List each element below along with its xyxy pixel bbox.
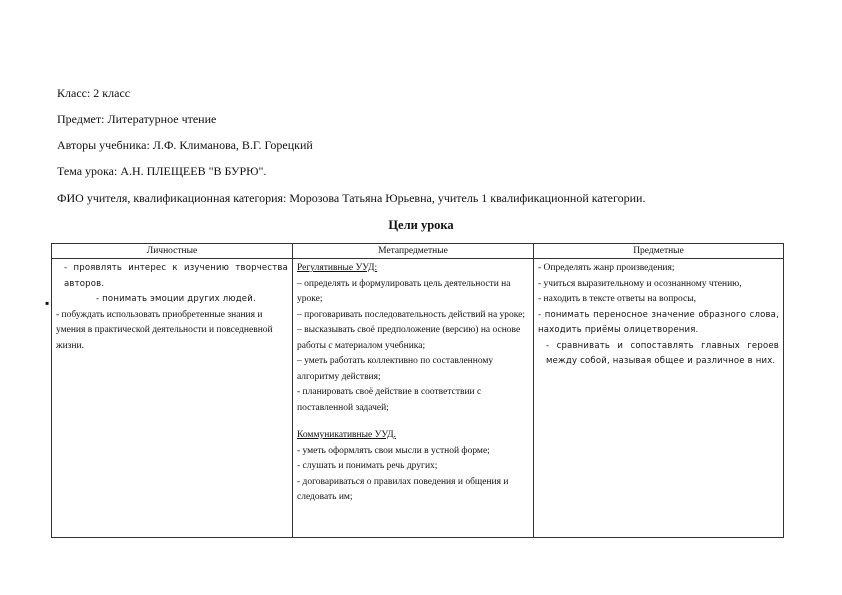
list-item: - находить в тексте ответы на вопросы, [538,294,697,304]
topic-line: Тема урока: А.Н. ПЛЕЩЕЕВ "В БУРЮ". [57,164,267,178]
list-item: – определять и формулировать цель деятельности на уроке; [297,278,511,304]
column-header-personal: Личностные [52,244,293,259]
bullet-square-icon: ▪ [45,296,50,310]
personal-cell [52,259,293,538]
list-item: - проявлять интерес к изучению творчества авторов. [64,263,288,289]
list-item: – высказывать своё предположение (версию) на основе работы с материалом учебника; [297,325,521,351]
list-item: - слушать и понимать речь других; [297,461,438,471]
list-item: – уметь работать коллективно по составленному алгоритму действия; [297,356,494,382]
column-header-meta: Метапредметные [293,244,534,259]
subject-cell [534,259,784,538]
meta-cell [293,259,534,538]
class-line: Класс: 2 класс [57,86,131,100]
list-item: - Определять жанр произведения; [538,263,675,273]
subject-line: Предмет: Литературное чтение [57,112,217,126]
list-item: - уметь оформлять свои мысли в устной форме; [297,445,490,456]
table-row [52,259,784,538]
list-item: – проговаривать последовательность действий на уроке; [297,309,526,320]
goals-table [51,243,784,538]
teacher-line: ФИО учителя, квалификационная категория: Морозова Татьяна Юрьевна, учитель 1 квалификационной категории. [57,191,646,205]
communicative-heading: Коммуникативные УУД. [297,430,396,440]
list-item: - понимать переносное значение образного слова, находить приёмы олицетворения. [538,309,779,335]
list-item: - учиться выразительному и осознанному чтению, [538,278,742,289]
authors-line: Авторы учебника: Л.Ф. Климанова, В.Г. Горецкий [57,138,313,152]
list-item: - сравнивать и сопоставлять главных героев между собой, называя общее и различное в них. [546,340,779,366]
regulatory-heading: Регулятивные УУД: [297,263,378,273]
column-header-subject: Предметные [534,244,784,259]
list-item: - планировать своё действие в соответствии с поставленной задачей; [297,387,482,413]
spacer [297,416,529,428]
list-item: - понимать эмоции других людей. [96,294,256,304]
list-item: - договариваться о правилах поведения и общения и следовать им; [297,476,509,502]
goals-title: Цели урока [388,218,454,232]
list-item: - побуждать использовать приобретенные знания и умения в практической деятельности и повседневной жизни. [56,309,273,351]
table-header-row [52,244,784,259]
